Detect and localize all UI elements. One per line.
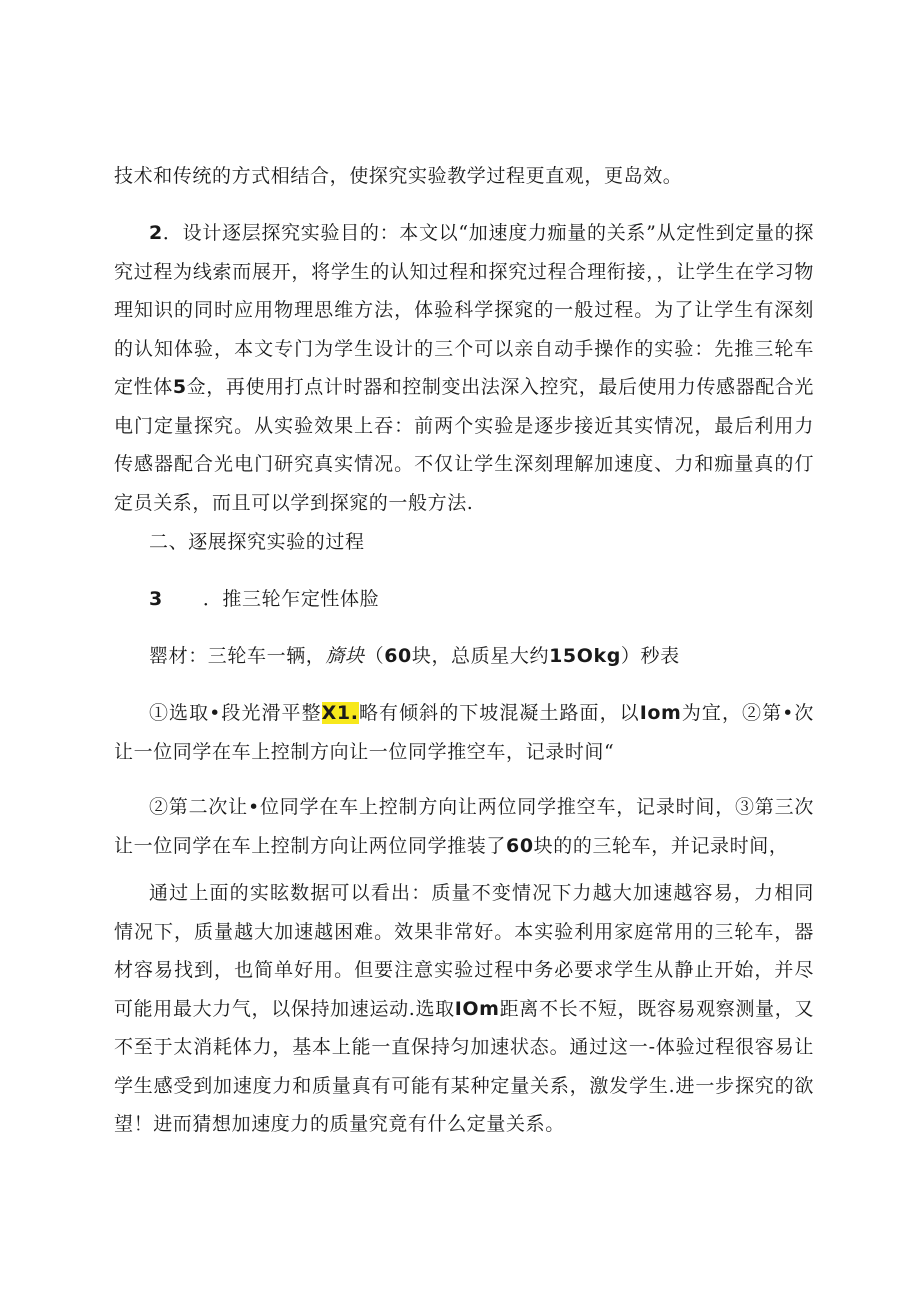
paragraph-design-goal (114, 214, 814, 522)
materials-italic: 旖块 (325, 645, 365, 667)
item-number: 2 (149, 222, 163, 244)
paragraph-text-cont: 佥，再使用打点计时器和控制变出法深入控究，最后使用力传感器配合光电门定量探究。从实验效果上吞：前两个实验是逐步接近其实情况，最后利用力传感器配合光电门研究真实情况。不仅让学生深刻理解加速度、力和痂量真的仃定员关系，而且可以学到探窕的一般方法. (114, 376, 815, 514)
summary-text: 通过上面的实眩数据可以看出：质量不变情况下力越大加速越容易，力相同情况下，质量越大加速越困难。效果非常好。本实验利用家庭常用的三轮车，器材容易找到，也简单好用。但要注意实验过程中务必要求学生从静止开始，并尽可能用最大力气，以保持加速运动.选取 (114, 882, 814, 1020)
heading-text: 二、逐展探究实验的过程 (149, 531, 365, 553)
materials-text: （ (364, 645, 385, 667)
materials-text: 罂材：三轮车一辆， (149, 645, 326, 667)
paragraph-materials (114, 637, 814, 676)
bold-number: 60 (506, 834, 534, 857)
item-heading (114, 580, 814, 619)
item-number: 3 (149, 588, 163, 610)
paragraph-step-two (114, 788, 814, 865)
bold-number: IOm (454, 997, 500, 1020)
bold-number: Iom (639, 702, 682, 724)
materials-text: ）秒表 (620, 645, 680, 667)
paragraph-text: 技术和传统的方式相结合，使探究实验教学过程更直观，更岛效。 (114, 165, 683, 187)
step-text: 为宜，②第•次让一位同学在车上控制方向让一位同学推空车，记录时间“ (114, 702, 814, 763)
highlighted-text: X1. (321, 702, 359, 724)
paragraph-step-one (114, 694, 814, 771)
step-text: ②第二次让•位同学在车上控制方向让两位同学推空车，记录时间，③第三次让一位同学在车上控制方向让两位同学推装了 (114, 796, 814, 857)
step-text: 块的的三轮车，并记录时间， (533, 834, 789, 857)
bold-number: 60 (384, 645, 412, 667)
item-text: ．推三轮乍定性体脸 (202, 588, 380, 610)
section-heading (114, 523, 814, 562)
step-text: ①选取•段光滑平整 (149, 702, 322, 724)
bold-number: 15Okg (549, 645, 621, 667)
summary-text: 距离不长不短，既容易观察测量，又不至于太消耗体力，基本上能一直保持匀加速状态。通过这一-体验过程很容易让学生感受到加速度力和质量真有可能有某种定量关系，激发学生.进一步探究的欲望！进而猜想加速度力的质量究竟有什么定量关系。 (114, 997, 815, 1135)
materials-text: 块，总质星大约 (411, 645, 550, 667)
paragraph-summary (114, 874, 814, 1144)
paragraph-intro-tail (114, 157, 814, 196)
step-text: 略有倾斜的下坡混凝土路面，以 (358, 702, 640, 724)
paragraph-text: ．设计逐层探究实验目的：本文以“加速度力痂量的关系”从定性到定量的探究过程为线索而展开，将学生的认知过程和探究过程合理衔接，，让学生在学习物理知识的同时应用物理思维方法，体验科学探窕的一般过程。为了让学生有深刻的认知体验，本文专门为学生设计的三个可以亲自动手操作的实验：先推三轮车定性体 (114, 222, 814, 398)
bold-number: 5 (172, 376, 187, 398)
